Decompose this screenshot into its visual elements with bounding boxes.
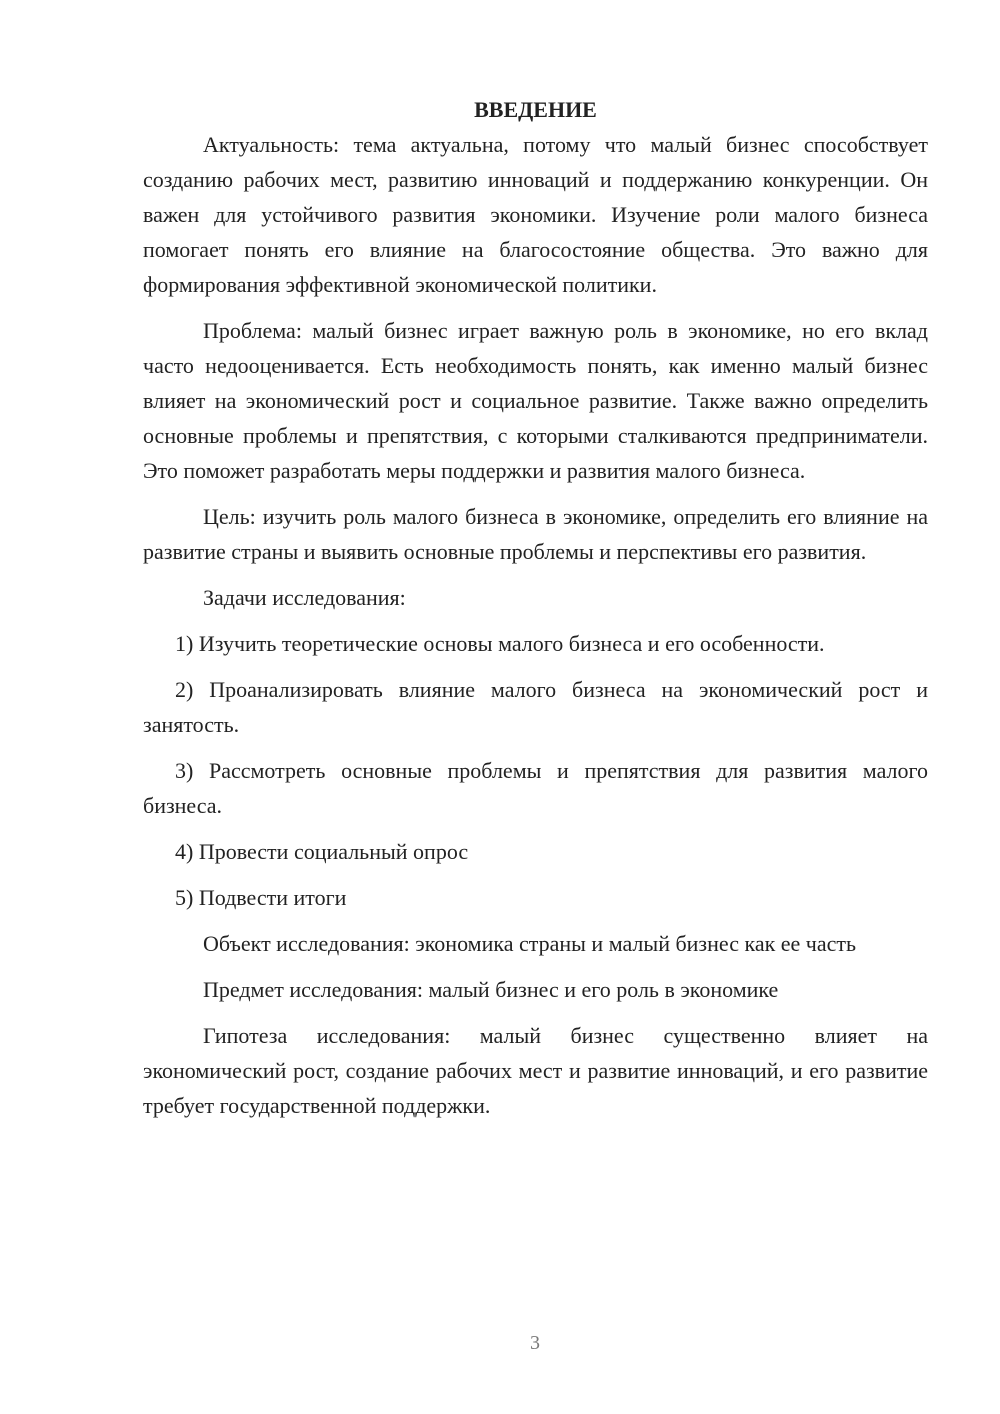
paragraph-hypothesis: Гипотеза исследования: малый бизнес существенно влияет на экономический рост, создание рабочих мест и развитие инноваций, и его развитие требует государственной поддержки. <box>143 1023 928 1118</box>
task-item-1: 1) Изучить теоретические основы малого бизнеса и его особенности. <box>175 631 825 656</box>
section-title: ВВЕДЕНИЕ <box>474 97 597 122</box>
page-number: 3 <box>530 1332 540 1354</box>
paragraph-object: Объект исследования: экономика страны и малый бизнес как ее часть <box>203 931 857 956</box>
paragraph-problem: Проблема: малый бизнес играет важную роль в экономике, но его вклад часто недооценивается. Есть необходимость понять, как именно малый бизнес влияет на экономический рост и социальное развитие. Также важно определить основные проблемы и препятствия, с которыми сталкиваются предприниматели. Это поможет разработать меры поддержки и развития малого бизнеса. <box>143 318 928 483</box>
document-body <box>143 92 928 1134</box>
paragraph-goal: Цель: изучить роль малого бизнеса в экономике, определить его влияние на развитие страны и выявить основные проблемы и перспективы его развития. <box>143 504 928 564</box>
paragraph-tasks-heading: Задачи исследования: <box>203 585 406 610</box>
task-item-3: 3) Рассмотреть основные проблемы и препятствия для развития малого бизнеса. <box>143 758 928 818</box>
task-item-5: 5) Подвести итоги <box>175 885 347 910</box>
task-item-4: 4) Провести социальный опрос <box>175 839 469 864</box>
paragraph-relevance: Актуальность: тема актуальна, потому что малый бизнес способствует созданию рабочих мест, развитию инноваций и поддержанию конкуренции. Он важен для устойчивого развития экономики. Изучение роли малого бизнеса помогает понять его влияние на благосостояние общества. Это важно для формирования эффективной экономической политики. <box>143 132 928 297</box>
task-item-2: 2) Проанализировать влияние малого бизнеса на экономический рост и занятость. <box>143 677 928 737</box>
paragraph-subject: Предмет исследования: малый бизнес и его роль в экономике <box>203 977 779 1002</box>
